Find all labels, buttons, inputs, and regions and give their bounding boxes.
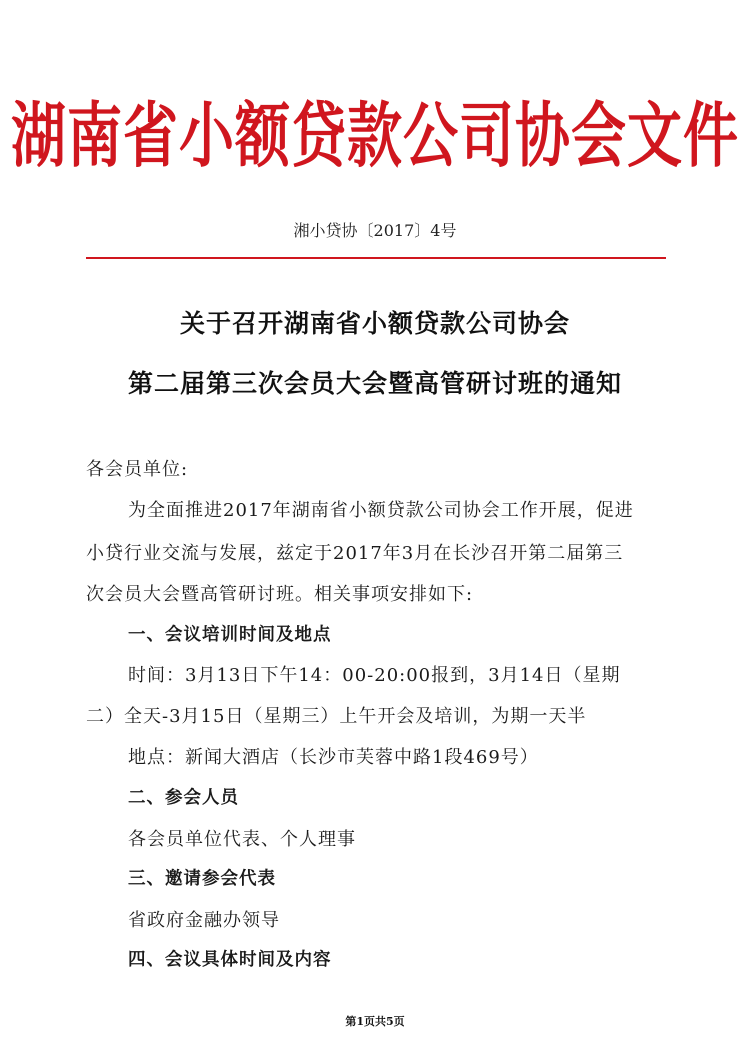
paragraph-line: 为全面推进2017年湖南省小额贷款公司协会工作开展，促进 (128, 500, 634, 521)
document-header-title: 湖南省小额贷款公司协会文件 (10, 93, 739, 177)
section-heading: 二、参会人员 (128, 788, 239, 808)
section-heading: 四、会议具体时间及内容 (128, 950, 332, 970)
meeting-time-line: 二）全天-3月15日（星期三）上午开会及培训，为期一天半 (86, 706, 587, 727)
section-heading: 一、会议培训时间及地点 (128, 625, 332, 645)
notice-title-line-2: 第二届第三次会员大会暨高管研讨班的通知 (127, 369, 622, 398)
page-number: 第1页共5页 (345, 1015, 405, 1028)
notice-title-line-1: 关于召开湖南省小额贷款公司协会 (179, 309, 570, 338)
paragraph-line: 小贷行业交流与发展，兹定于2017年3月在长沙召开第二届第三 (86, 543, 624, 564)
section-content: 省政府金融办领导 (128, 910, 280, 931)
salutation: 各会员单位: (86, 459, 189, 480)
paragraph-line: 次会员大会暨高管研讨班。相关事项安排如下: (86, 584, 474, 605)
header-divider (86, 257, 666, 259)
section-heading: 三、邀请参会代表 (128, 869, 276, 889)
meeting-time-line: 时间：3月13日下午14：00-20:00报到，3月14日（星期 (128, 665, 621, 686)
section-content: 各会员单位代表、个人理事 (128, 829, 356, 850)
meeting-place: 地点：新闻大酒店（长沙市芙蓉中路1段469号） (128, 747, 539, 768)
document-number: 湘小贷协〔2017〕4号 (293, 221, 457, 240)
